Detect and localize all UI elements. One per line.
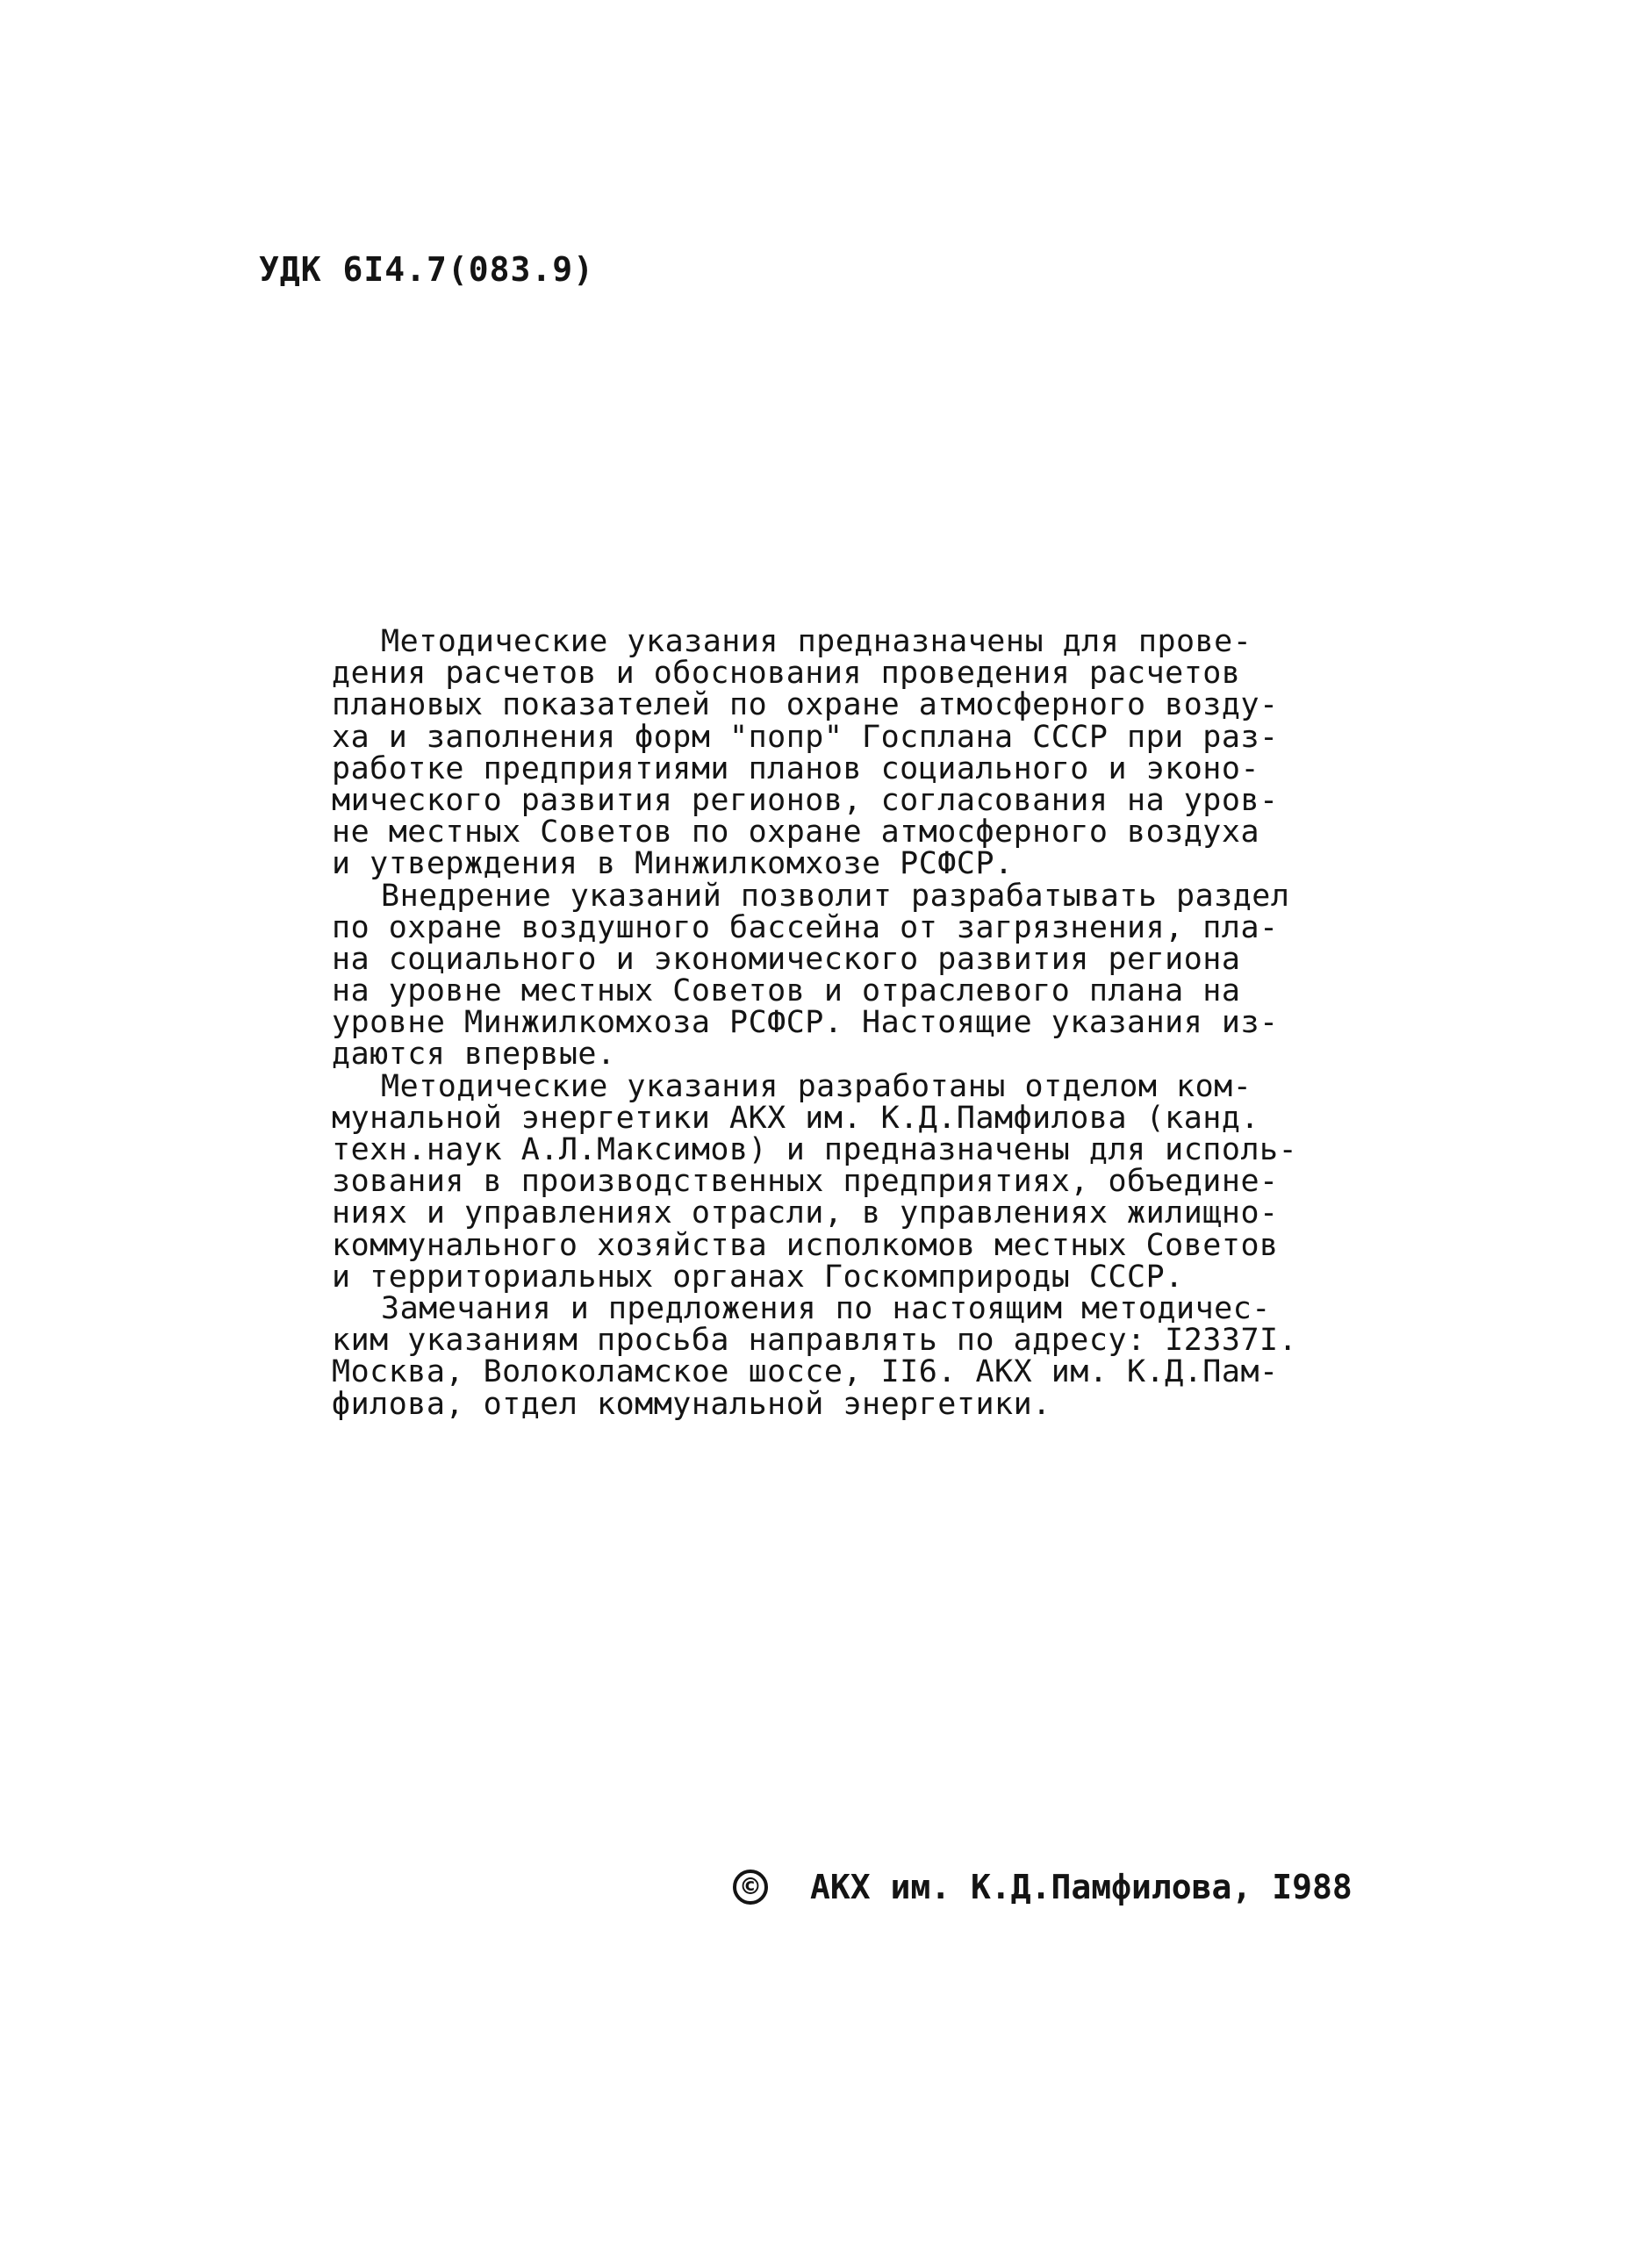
copyright-icon: © (733, 1870, 768, 1905)
text-line: зования в производственных предприятиях, объедине- (332, 1164, 1279, 1200)
text-line: и утверждения в Минжилкомхозе РСФСР. (332, 846, 1014, 882)
text-line: Москва, Волоколамское шоссе, II6. АКХ им. К.Д.Пам- (332, 1354, 1279, 1390)
text-line: не местных Советов по охране атмосферного воздуха (332, 815, 1260, 850)
body-text (332, 626, 1315, 1420)
text-line: дения расчетов и обоснования проведения расчетов (332, 656, 1241, 692)
text-line: Внедрение указаний позволит разрабатывать раздел (381, 878, 1290, 914)
text-line: мунальной энергетики АКХ им. К.Д.Памфилова (канд. (332, 1100, 1260, 1136)
text-line: мического развития регионов, согласования на уров- (332, 782, 1279, 818)
text-line: на уровне местных Советов и отраслевого плана на (332, 973, 1241, 1009)
udk-code: УДК 6I4.7(083.9) (259, 250, 595, 289)
text-line: уровне Минжилкомхоза РСФСР. Настоящие указания из- (332, 1005, 1279, 1041)
text-line: даются впервые. (332, 1037, 616, 1073)
text-line: техн.наук А.Л.Максимов) и предназначены для исполь- (332, 1132, 1298, 1167)
text-line: плановых показателей по охране атмосферного возду- (332, 687, 1279, 723)
text-line: Методические указания предназначены для прове- (381, 624, 1252, 659)
text-line: на социального и экономического развития региона (332, 941, 1241, 977)
text-line: ха и заполнения форм "попр" Госплана СССР при раз- (332, 719, 1279, 755)
copyright-text: АКХ им. К.Д.Памфилова, I988 (810, 1868, 1353, 1906)
text-line: филова, отдел коммунальной энергетики. (332, 1386, 1051, 1422)
text-line: и территориальных органах Госкомприроды СССР. (332, 1259, 1184, 1295)
copyright-line (733, 1868, 1353, 1906)
text-line: работке предприятиями планов социального и эконо- (332, 750, 1260, 786)
text-line: ким указаниям просьба направлять по адресу: I2337I. (332, 1323, 1298, 1359)
text-line: коммунального хозяйства исполкомов местных Советов (332, 1227, 1279, 1263)
text-line: ниях и управлениях отрасли, в управлениях жилищно- (332, 1195, 1279, 1231)
text-line: по охране воздушного бассейна от загрязнения, пла- (332, 909, 1279, 945)
text-line: Замечания и предложения по настоящим методичес- (381, 1290, 1271, 1326)
text-line: Методические указания разработаны отделом ком- (381, 1068, 1252, 1104)
